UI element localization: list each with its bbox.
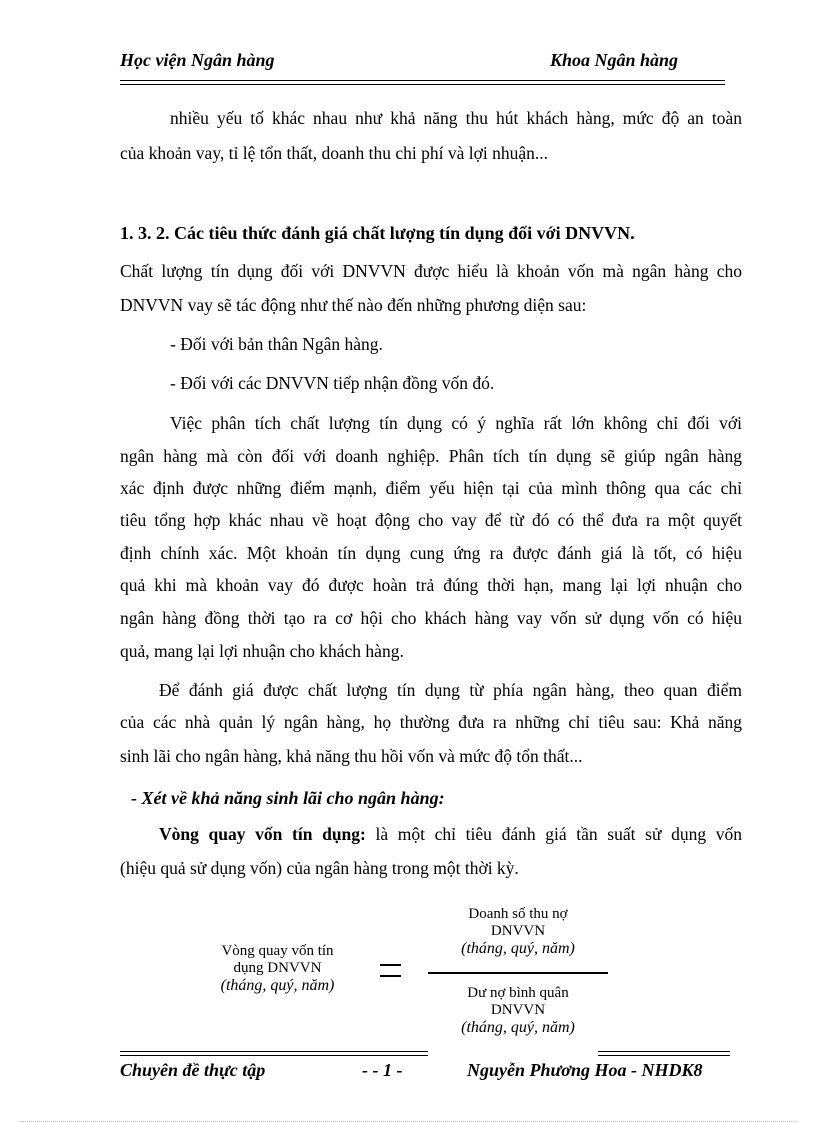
denominator-line: DNVVN: [490, 1002, 546, 1018]
paragraph-line: Việc phân tích chất lượng tín dụng có ý nghĩa rất lớn không chỉ đối với: [170, 413, 742, 433]
subheading: - Xét về khả năng sinh lãi cho ngân hàng:: [131, 788, 445, 808]
footer-left: Chuyên đề thực tập: [120, 1060, 266, 1080]
paragraph-line: ngân hàng mà còn đối với doanh nghiệp. Phân tích tín dụng sẽ giúp ngân hàng: [120, 446, 742, 466]
paragraph-line: tiêu tổng hợp khác nhau về hoạt động cho vay để từ đó có thể đưa ra một quyết: [120, 510, 742, 530]
header-right-title: Khoa Ngân hàng: [550, 50, 679, 70]
bullet-item: - Đối với bản thân Ngân hàng.: [170, 334, 383, 354]
paragraph-line: Để đánh giá được chất lượng tín dụng từ phía ngân hàng, theo quan điểm: [159, 680, 742, 700]
paragraph-line: xác định được những điểm mạnh, điểm yếu hiện tại của mình thông qua các chỉ: [120, 478, 742, 498]
paragraph-line: quả, mang lại lợi nhuận cho khách hàng.: [120, 641, 404, 661]
footer-rule: [120, 1055, 428, 1056]
section-heading: 1. 3. 2. Các tiêu thức đánh giá chất lượng tín dụng đối với DNVVN.: [120, 223, 635, 243]
header-rule: [120, 80, 725, 81]
paragraph-line: của các nhà quản lý ngân hàng, họ thường đưa ra những chỉ tiêu sau: Khả năng: [120, 712, 742, 732]
term-definition: là một chỉ tiêu đánh giá tần suất sử dụng vốn: [365, 824, 742, 844]
paragraph-line: ngân hàng đồng thời tạo ra cơ hội cho khách hàng vay vốn sử dụng vốn có hiệu: [120, 608, 742, 628]
paragraph-line: định chính xác. Một khoản tín dụng cung ứng ra được đánh giá là tốt, có hiệu: [120, 543, 742, 563]
footer-rule: [120, 1051, 428, 1052]
paragraph-line: sinh lãi cho ngân hàng, khả năng thu hồi vốn và mức độ tổn thất...: [120, 746, 583, 766]
bullet-item: - Đối với các DNVVN tiếp nhận đồng vốn đó.: [170, 373, 495, 393]
footer-right: Nguyễn Phương Hoa - NHDK8: [467, 1060, 703, 1080]
footer-rule: [598, 1055, 730, 1056]
formula-lhs: [195, 943, 360, 995]
paragraph-line: nhiều yếu tố khác nhau như khả năng thu hút khách hàng, mức độ an toàn: [170, 108, 742, 128]
formula-lhs-line: Vòng quay vốn tín: [221, 943, 334, 959]
term-label: Vòng quay vốn tín dụng:: [159, 824, 366, 844]
paragraph-line: của khoản vay, tỉ lệ tổn thất, doanh thu chi phí và lợi nhuận...: [120, 143, 549, 163]
numerator-line: DNVVN: [490, 923, 546, 939]
denominator-line: Dư nợ bình quân: [467, 985, 569, 1001]
numerator-period: (tháng, quý, năm): [461, 940, 575, 957]
header-left-title: Học viện Ngân hàng: [120, 50, 275, 70]
formula-numerator: [428, 906, 608, 958]
equals-sign-bottom: [380, 975, 401, 977]
denominator-period: (tháng, quý, năm): [461, 1019, 575, 1036]
formula-lhs-period: (tháng, quý, năm): [220, 977, 335, 994]
page-bottom-edge: [20, 1121, 796, 1122]
paragraph-line: quả khi mà khoản vay đó được hoàn trả đúng thời hạn, mang lại lợi nhuận cho: [120, 575, 742, 595]
footer-rule: [598, 1051, 730, 1052]
formula-lhs-line: dụng DNVVN: [233, 960, 322, 976]
numerator-line: Doanh số thu nợ: [468, 906, 568, 922]
fraction-bar: [428, 972, 608, 974]
equals-sign-top: [380, 964, 401, 966]
formula-denominator: [428, 985, 608, 1037]
paragraph-line: (hiệu quả sử dụng vốn) của ngân hàng trong một thời kỳ.: [120, 858, 519, 878]
header-rule-thin: [120, 84, 725, 85]
page-number: - - 1 -: [362, 1060, 403, 1080]
paragraph-line: Chất lượng tín dụng đối với DNVVN được hiểu là khoản vốn mà ngân hàng cho: [120, 261, 742, 281]
paragraph-line: DNVVN vay sẽ tác động như thế nào đến những phương diện sau:: [120, 295, 587, 315]
paragraph-line: [159, 826, 742, 844]
